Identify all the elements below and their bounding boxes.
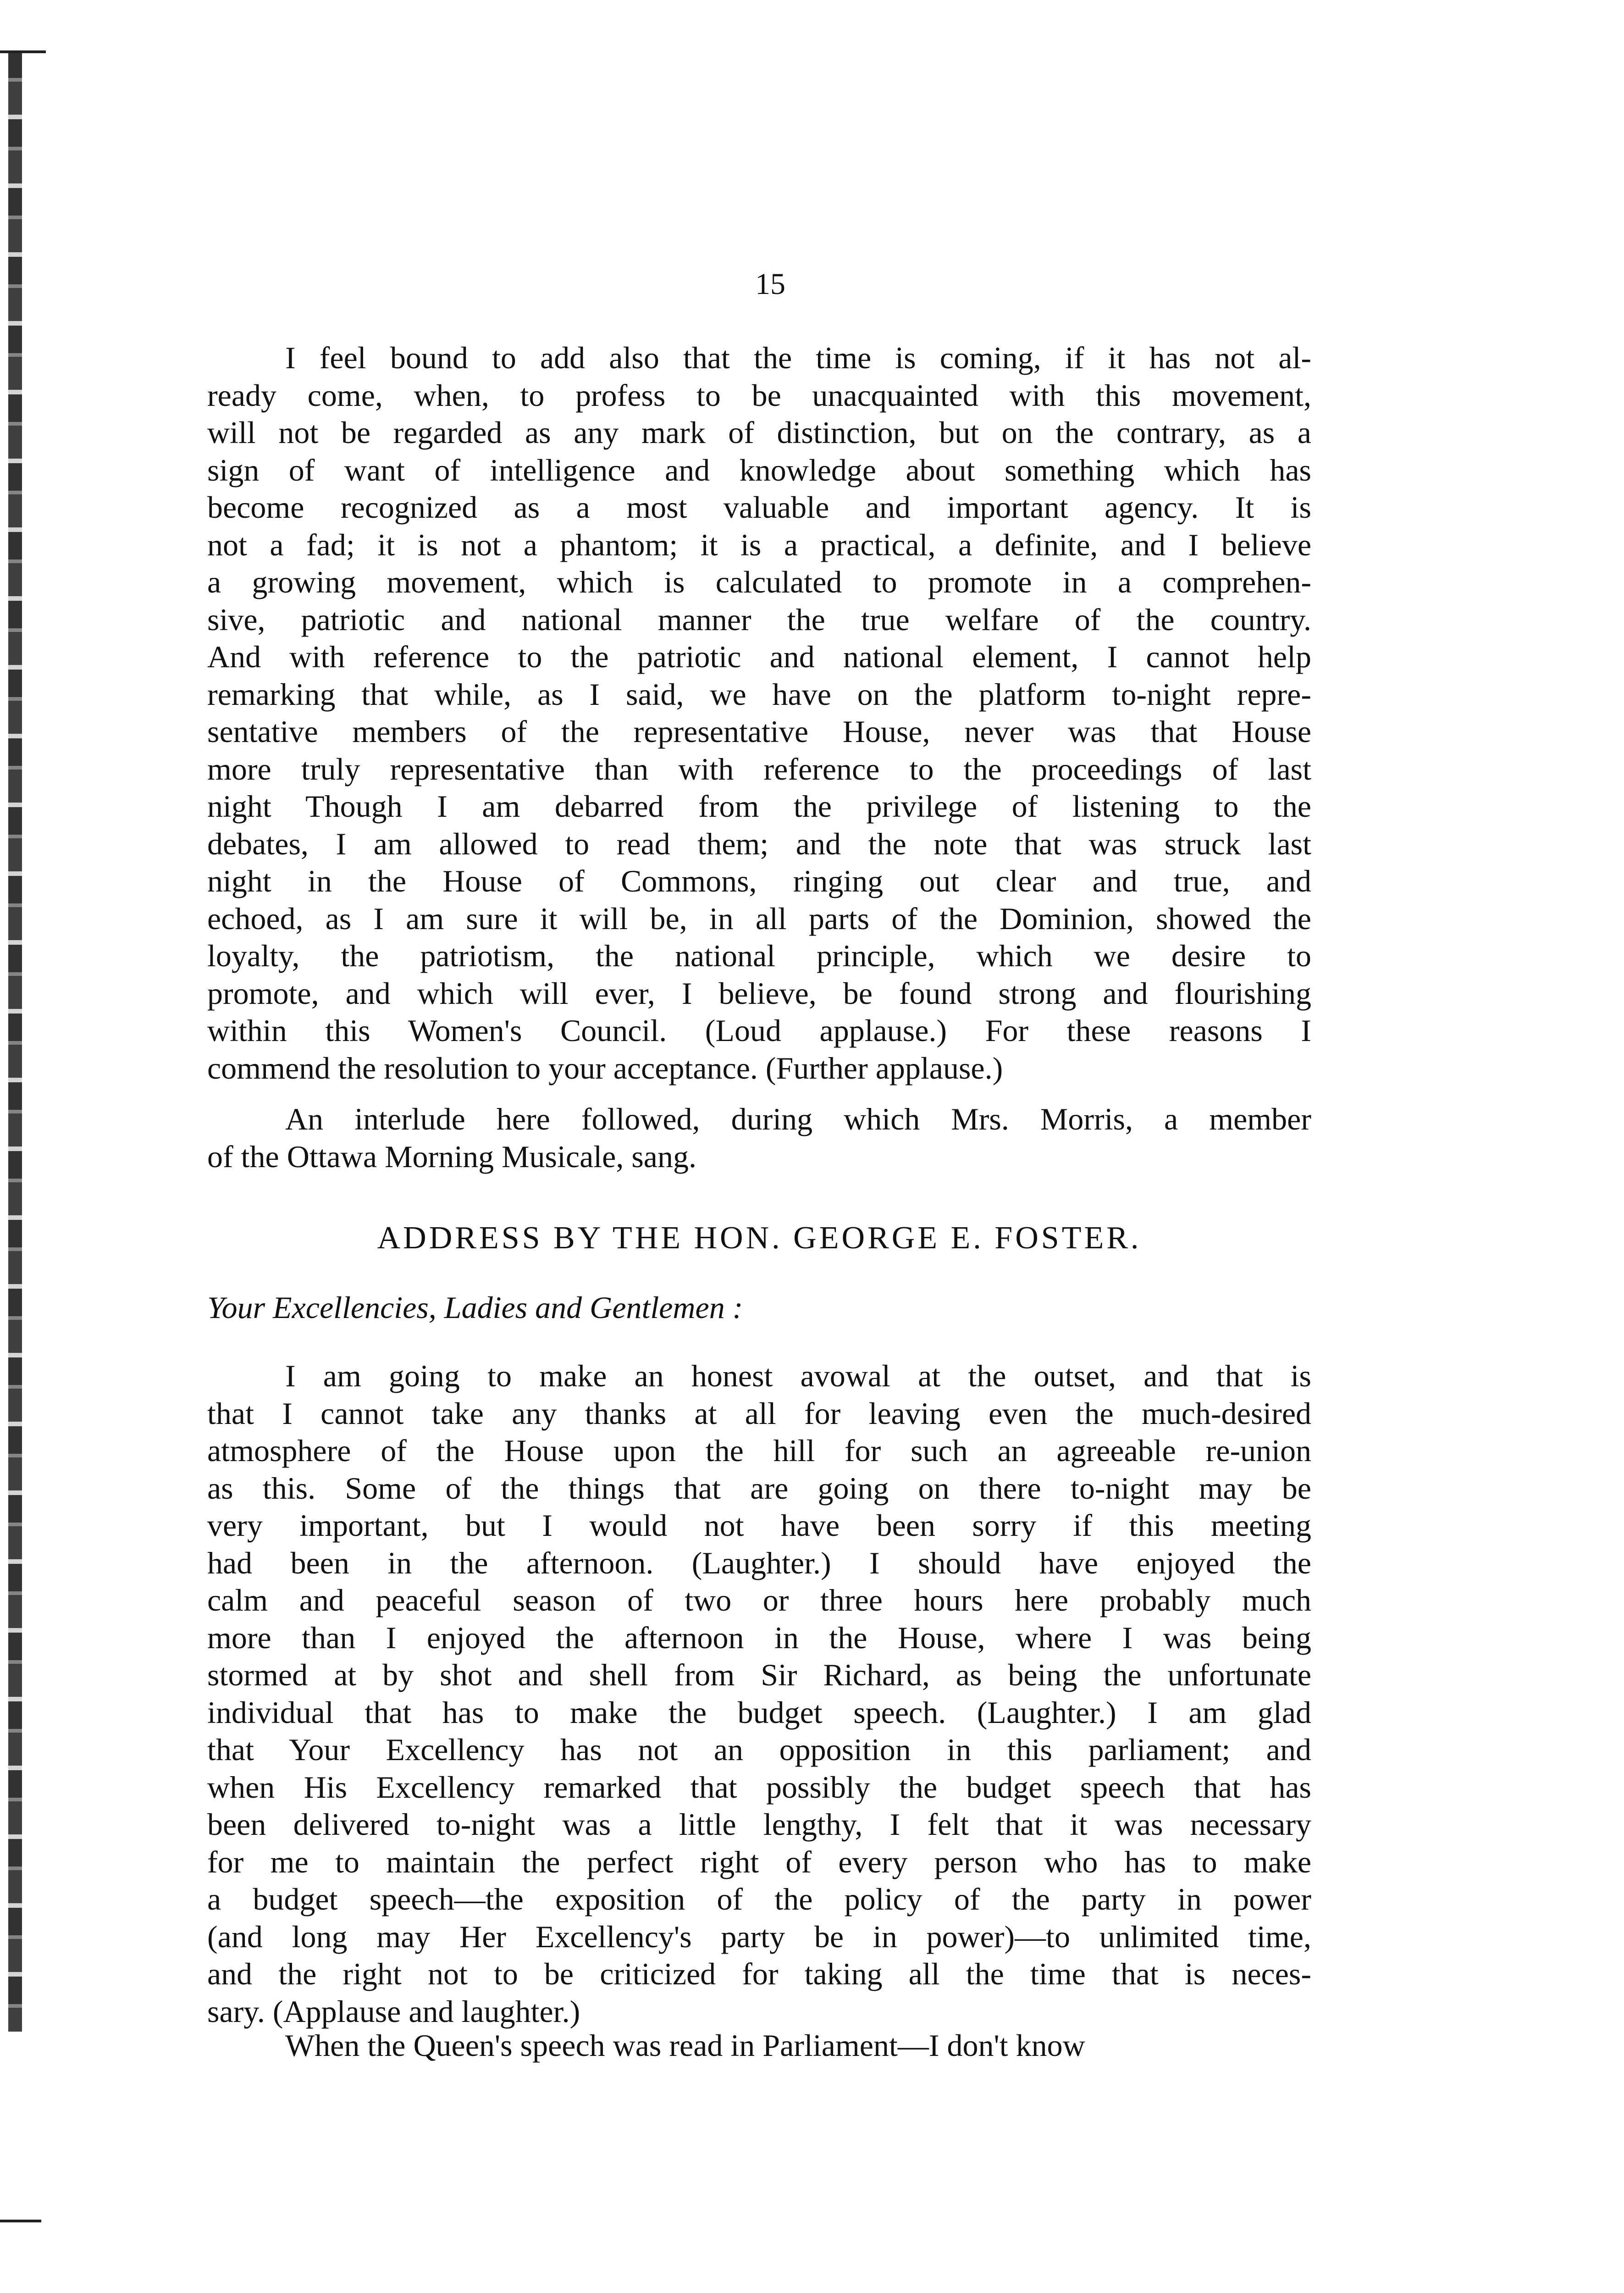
binding-tick [0, 2220, 41, 2222]
text-line: a budget speech—the exposition of the policy of the party in power [207, 1882, 1311, 1916]
text-line: I feel bound to add also that the time is coming, if it has not al- [285, 340, 1311, 375]
paragraph-3 [207, 1357, 1311, 2030]
page-number: 15 [755, 267, 785, 301]
text-line: will not be regarded as any mark of distinction, but on the contrary, as a [207, 415, 1311, 450]
text-line: not a fad; it is not a phantom; it is a practical, a definite, and I believe [207, 527, 1311, 562]
paragraph-2 [207, 1101, 1311, 1175]
text-line: When the Queen's speech was read in Parliament—I don't know [285, 2028, 1085, 2063]
text-line: commend the resolution to your acceptance. (Further applause.) [207, 1050, 1003, 1086]
text-line: more than I enjoyed the afternoon in the House, where I was being [207, 1620, 1311, 1655]
text-line: An interlude here followed, during which Mrs. Morris, a member [285, 1102, 1311, 1136]
text-line: individual that has to make the budget speech. (Laughter.) I am glad [207, 1695, 1311, 1730]
binding-edge [8, 50, 22, 2032]
text-line: become recognized as a most valuable and important agency. It is [207, 490, 1311, 525]
text-line: sary. (Applause and laughter.) [207, 1994, 580, 2029]
text-line: and the right not to be criticized for taking all the time that is neces- [207, 1956, 1311, 1991]
text-line: remarking that while, as I said, we have on the platform to-night repre- [207, 676, 1311, 712]
text-line: had been in the afternoon. (Laughter.) I should have enjoyed the [207, 1545, 1311, 1580]
paragraph-4 [207, 2027, 1311, 2065]
text-line: I am going to make an honest avowal at the outset, and that is [285, 1358, 1311, 1393]
salutation: Your Excellencies, Ladies and Gentlemen : [207, 1290, 743, 1325]
text-line: sign of want of intelligence and knowledge about something which has [207, 452, 1311, 487]
text-line: within this Women's Council. (Loud applause.) For these reasons I [207, 1013, 1311, 1048]
text-line: loyalty, the patriotism, the national principle, which we desire to [207, 938, 1311, 973]
text-line: debates, I am allowed to read them; and the note that was struck last [207, 826, 1311, 861]
text-line: sentative members of the representative House, never was that House [207, 714, 1311, 749]
paragraph-1 [207, 339, 1311, 1087]
text-line: that Your Excellency has not an opposition in this parliament; and [207, 1732, 1311, 1767]
text-line: sive, patriotic and national manner the true welfare of the country. [207, 602, 1311, 637]
text-line: more truly representative than with reference to the proceedings of last [207, 751, 1311, 786]
section-title: ADDRESS BY THE HON. GEORGE E. FOSTER. [377, 1220, 1142, 1256]
text-line: And with reference to the patriotic and national element, I cannot help [207, 639, 1311, 674]
text-line: ready come, when, to profess to be unacquainted with this movement, [207, 377, 1311, 413]
text-line: echoed, as I am sure it will be, in all parts of the Dominion, showed the [207, 901, 1311, 936]
text-line: for me to maintain the perfect right of every person who has to make [207, 1844, 1311, 1879]
text-line: as this. Some of the things that are going on there to-night may be [207, 1470, 1311, 1506]
text-line: night Though I am debarred from the privilege of listening to the [207, 789, 1311, 824]
text-line: night in the House of Commons, ringing out clear and true, and [207, 864, 1311, 898]
text-line: been delivered to-night was a little lengthy, I felt that it was necessary [207, 1807, 1311, 1842]
text-line: (and long may Her Excellency's party be in power)—to unlimited time, [207, 1919, 1311, 1954]
text-line: promote, and which will ever, I believe, be found strong and flourishing [207, 975, 1311, 1011]
text-line: stormed at by shot and shell from Sir Richard, as being the unfortunate [207, 1657, 1311, 1692]
text-line: a growing movement, which is calculated to promote in a comprehen- [207, 565, 1311, 599]
text-line: of the Ottawa Morning Musicale, sang. [207, 1139, 696, 1174]
text-line: when His Excellency remarked that possibly the budget speech that has [207, 1769, 1311, 1805]
text-line: very important, but I would not have been sorry if this meeting [207, 1508, 1311, 1543]
text-line: atmosphere of the House upon the hill for such an agreeable re-union [207, 1433, 1311, 1468]
binding-tick [0, 50, 46, 53]
text-line: that I cannot take any thanks at all for leaving even the much-desired [207, 1396, 1311, 1431]
text-line: calm and peaceful season of two or three hours here probably much [207, 1583, 1311, 1617]
